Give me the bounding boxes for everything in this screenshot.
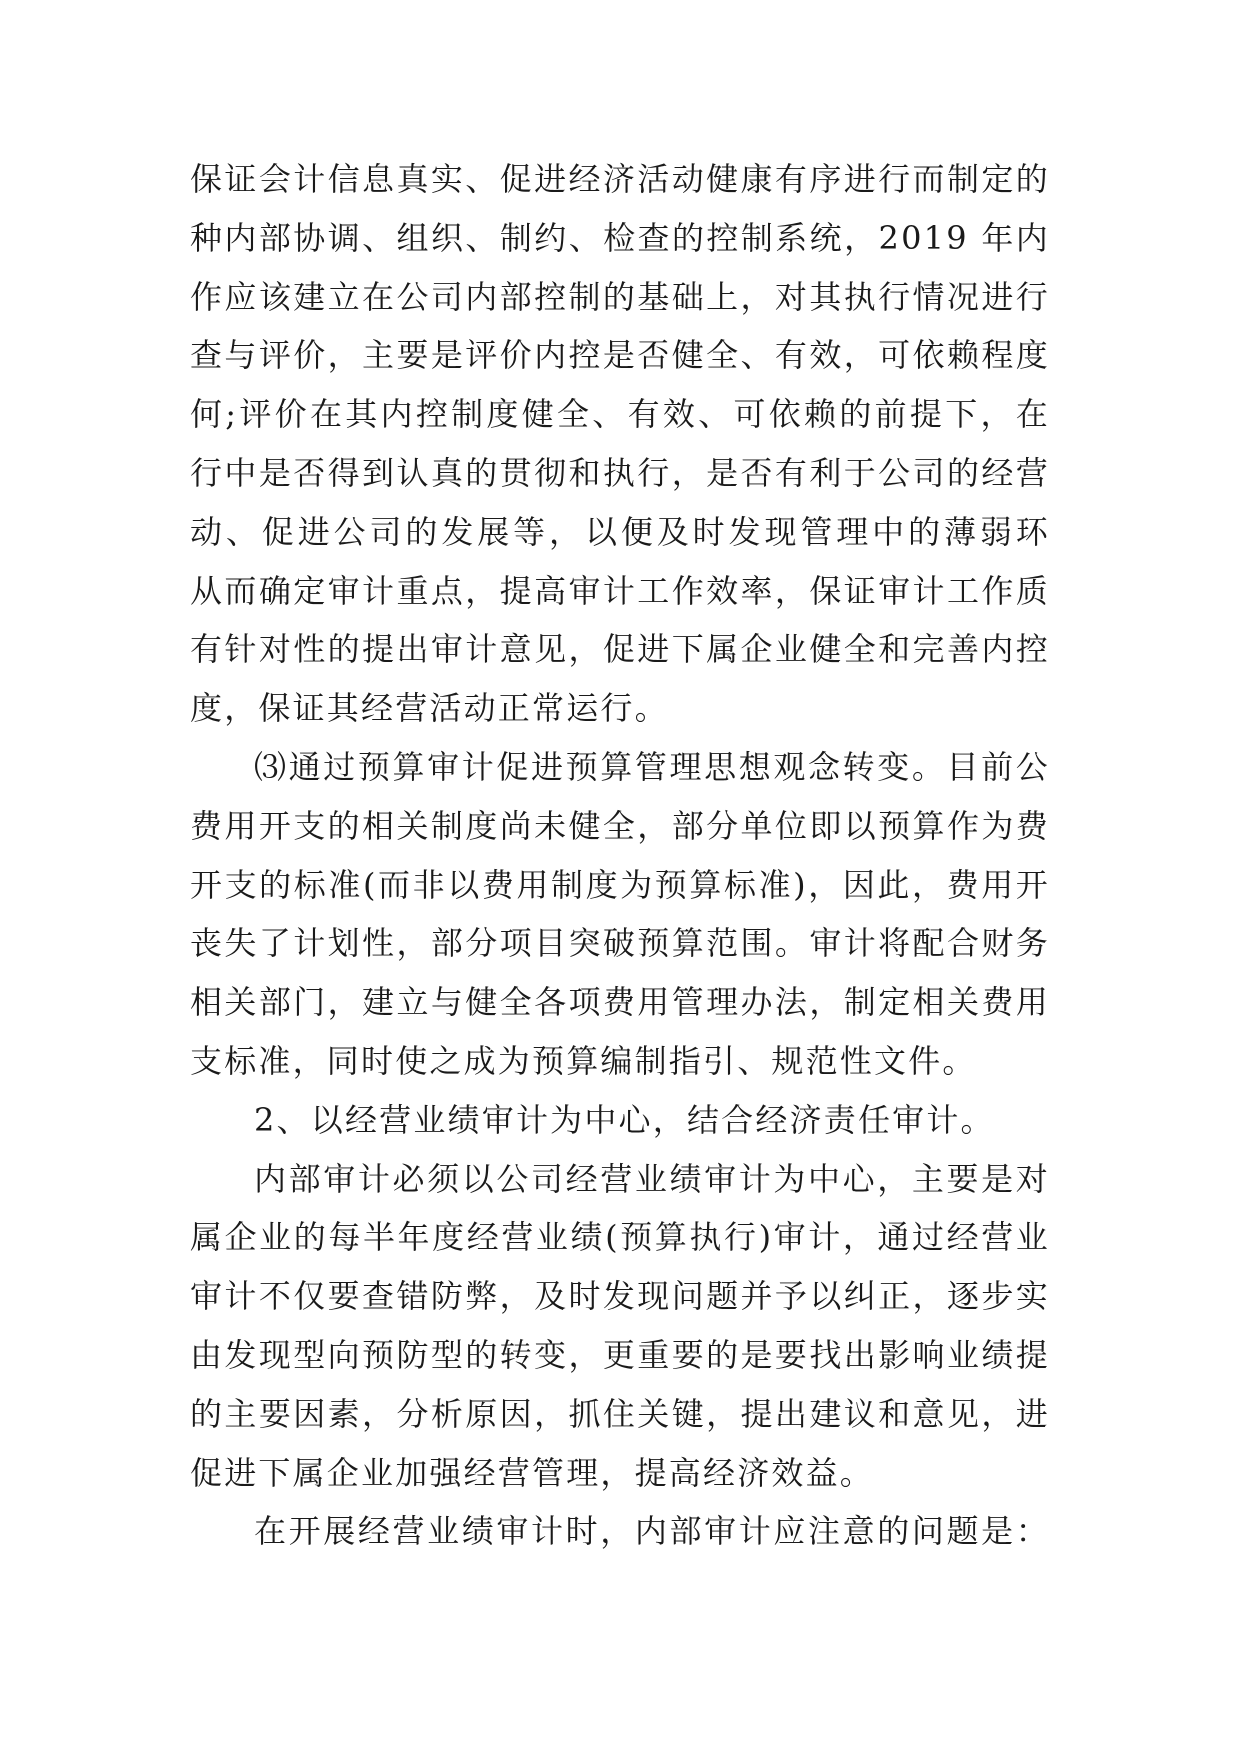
text-line: 查与评价，主要是评价内控是否健全、有效，可依赖程度 bbox=[190, 336, 1050, 375]
text-line: ⑶通过预算审计促进预算管理思想观念转变。目前公 bbox=[254, 747, 1050, 786]
text-line: 费用开支的相关制度尚未健全，部分单位即以预算作为费 bbox=[190, 806, 1050, 845]
text-line: 行中是否得到认真的贯彻和执行，是否有利于公司的经营 bbox=[190, 453, 1050, 492]
text-line: 在开展经营业绩审计时，内部审计应注意的问题是： bbox=[254, 1512, 1050, 1551]
text-line: 审计不仅要查错防弊，及时发现问题并予以纠正，逐步实 bbox=[190, 1277, 1050, 1316]
text-line: 从而确定审计重点，提高审计工作效率，保证审计工作质 bbox=[190, 571, 1050, 610]
text-line: 度，保证其经营活动正常运行。 bbox=[190, 689, 669, 728]
text-line: 开支的标准(而非以费用制度为预算标准)，因此，费用开 bbox=[190, 865, 1050, 904]
text-line: 丧失了计划性，部分项目突破预算范围。审计将配合财务 bbox=[190, 924, 1050, 963]
text-line: 相关部门，建立与健全各项费用管理办法，制定相关费用 bbox=[190, 983, 1050, 1022]
text-line: 保证会计信息真实、促进经济活动健康有序进行而制定的 bbox=[190, 160, 1050, 198]
text-line: 作应该建立在公司内部控制的基础上，对其执行情况进行 bbox=[190, 277, 1050, 316]
document-body bbox=[190, 150, 1050, 1561]
text-line: 动、促进公司的发展等，以便及时发现管理中的薄弱环 bbox=[190, 512, 1050, 551]
text-line: 由发现型向预防型的转变，更重要的是要找出影响业绩提 bbox=[190, 1335, 1050, 1374]
text-line: 属企业的每半年度经营业绩(预算执行)审计，通过经营业 bbox=[190, 1218, 1050, 1257]
text-line: 何;评价在其内控制度健全、有效、可依赖的前提下，在 bbox=[190, 395, 1050, 434]
text-line: 促进下属企业加强经营管理，提高经济效益。 bbox=[190, 1453, 875, 1492]
text-line: 2、以经营业绩审计为中心，结合经济责任审计。 bbox=[254, 1100, 995, 1139]
text-line: 种内部协调、组织、制约、检查的控制系统，2019 年内 bbox=[190, 218, 1050, 257]
text-line: 支标准，同时使之成为预算编制指引、规范性文件。 bbox=[190, 1041, 977, 1080]
text-line: 内部审计必须以公司经营业绩审计为中心，主要是对 bbox=[254, 1159, 1050, 1198]
text-line: 有针对性的提出审计意见，促进下属企业健全和完善内控 bbox=[190, 630, 1050, 669]
text-line: 的主要因素，分析原因，抓住关键，提出建议和意见，进 bbox=[190, 1394, 1050, 1433]
